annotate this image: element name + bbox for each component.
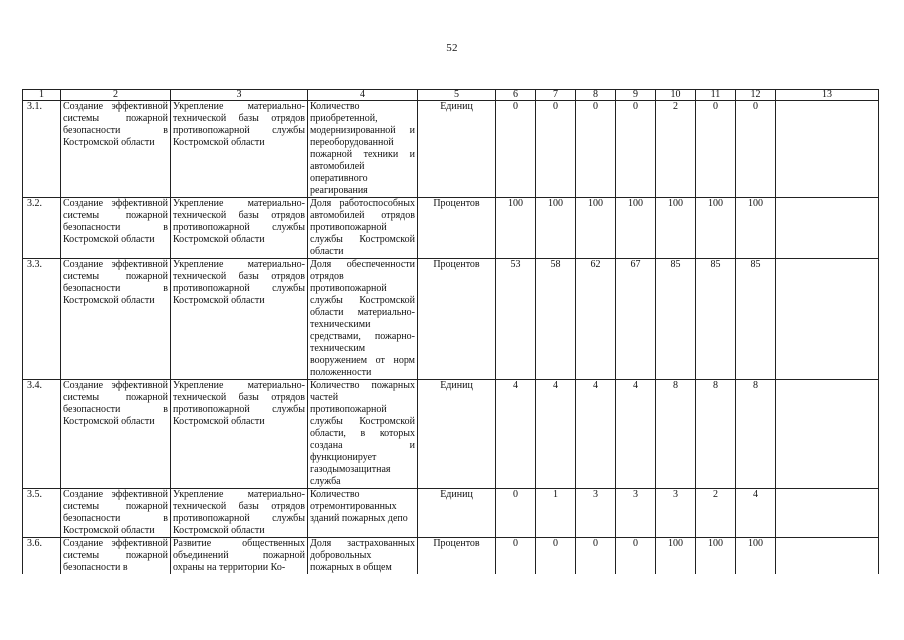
value-cell: 8 [656, 380, 696, 489]
value-cell: 8 [696, 380, 736, 489]
value-cell: 58 [536, 259, 576, 380]
value-cell: 0 [616, 101, 656, 198]
column-header: 8 [576, 90, 616, 101]
task-cell: Укрепление материально-технической базы отрядов противопожарной службы Костромской области [171, 380, 308, 489]
value-cell: 100 [656, 198, 696, 259]
value-cell: 4 [536, 380, 576, 489]
task-cell: Укрепление материально-технической базы отрядов противопожарной службы Костромской области [171, 101, 308, 198]
task-cell [171, 538, 308, 575]
value-cell: 0 [616, 538, 656, 575]
note-cell [776, 101, 879, 198]
value-cell: 85 [656, 259, 696, 380]
row-number: 3.3. [23, 259, 61, 380]
indicator-cell: Количество пожарных частей противопожарной службы Костромской области, в которых создана и функционирует газодымозащитная служба [308, 380, 418, 489]
row-number: 3.1. [23, 101, 61, 198]
value-cell: 4 [616, 380, 656, 489]
value-cell: 2 [656, 101, 696, 198]
value-cell: 100 [616, 198, 656, 259]
goal-cell: Создание эффективной системы пожарной безопасности в Костромской области [61, 489, 171, 538]
row-number: 3.2. [23, 198, 61, 259]
table-row [23, 538, 879, 575]
indicator-text: Доля застрахованных добровольных пожарных в общем [310, 538, 415, 573]
value-cell: 100 [536, 198, 576, 259]
column-header: 12 [736, 90, 776, 101]
value-cell: 0 [496, 538, 536, 575]
table-row [23, 198, 879, 259]
unit-cell: Процентов [418, 538, 496, 575]
note-cell [776, 198, 879, 259]
header-row [23, 90, 879, 101]
value-cell: 0 [576, 538, 616, 575]
column-header: 7 [536, 90, 576, 101]
goal-cell: Создание эффективной системы пожарной безопасности в Костромской области [61, 198, 171, 259]
value-cell: 85 [696, 259, 736, 380]
column-header: 10 [656, 90, 696, 101]
value-cell: 4 [496, 380, 536, 489]
value-cell: 100 [696, 198, 736, 259]
indicator-cell: Количество отремонтированных зданий пожарных депо [308, 489, 418, 538]
row-number: 3.5. [23, 489, 61, 538]
table-row [23, 101, 879, 198]
value-cell: 3 [576, 489, 616, 538]
goal-cell: Создание эффективной системы пожарной безопасности в Костромской области [61, 259, 171, 380]
value-cell: 100 [496, 198, 536, 259]
value-cell: 100 [736, 538, 776, 575]
value-cell: 1 [536, 489, 576, 538]
column-header: 11 [696, 90, 736, 101]
indicators-table [22, 89, 879, 574]
column-header: 4 [308, 90, 418, 101]
table-row [23, 259, 879, 380]
value-cell: 62 [576, 259, 616, 380]
note-cell [776, 259, 879, 380]
column-header: 6 [496, 90, 536, 101]
indicator-cell: Доля работоспособных автомобилей отрядов противопожарной службы Костромской области [308, 198, 418, 259]
row-number: 3.4. [23, 380, 61, 489]
table-header [23, 90, 879, 101]
unit-cell: Процентов [418, 198, 496, 259]
note-cell [776, 489, 879, 538]
unit-cell: Единиц [418, 489, 496, 538]
goal-text: Создание эффективной системы пожарной безопасности в [63, 538, 168, 573]
note-cell [776, 380, 879, 489]
value-cell: 8 [736, 380, 776, 489]
goal-cell: Создание эффективной системы пожарной безопасности в Костромской области [61, 101, 171, 198]
value-cell: 100 [576, 198, 616, 259]
unit-cell: Единиц [418, 380, 496, 489]
unit-cell: Процентов [418, 259, 496, 380]
indicator-cell: Доля обеспеченности отрядов противопожарной службы Костромской области материально-техническими средствами, пожарно-техническим вооружением от норм положенности [308, 259, 418, 380]
task-cell: Укрепление материально-технической базы отрядов противопожарной службы Костромской области [171, 198, 308, 259]
table-row [23, 380, 879, 489]
unit-cell: Единиц [418, 101, 496, 198]
value-cell: 53 [496, 259, 536, 380]
value-cell: 100 [736, 198, 776, 259]
value-cell: 67 [616, 259, 656, 380]
value-cell: 3 [656, 489, 696, 538]
value-cell: 4 [576, 380, 616, 489]
task-cell: Укрепление материально-технической базы отрядов противопожарной службы Костромской области [171, 259, 308, 380]
table-row [23, 489, 879, 538]
value-cell: 0 [496, 101, 536, 198]
value-cell: 0 [496, 489, 536, 538]
value-cell: 2 [696, 489, 736, 538]
goal-cell: Создание эффективной системы пожарной безопасности в Костромской области [61, 380, 171, 489]
column-header: 1 [23, 90, 61, 101]
value-cell: 4 [736, 489, 776, 538]
column-header: 3 [171, 90, 308, 101]
value-cell: 3 [616, 489, 656, 538]
value-cell: 0 [736, 101, 776, 198]
value-cell: 0 [536, 101, 576, 198]
column-header: 5 [418, 90, 496, 101]
row-number: 3.6. [23, 538, 61, 575]
column-header: 2 [61, 90, 171, 101]
indicator-cell: Количество приобретенной, модернизированной и переоборудованной пожарной техники и автомобилей оперативного реагирования [308, 101, 418, 198]
column-header: 9 [616, 90, 656, 101]
indicator-cell [308, 538, 418, 575]
value-cell: 0 [536, 538, 576, 575]
value-cell: 85 [736, 259, 776, 380]
task-cell: Укрепление материально-технической базы отрядов противопожарной службы Костромской области [171, 489, 308, 538]
value-cell: 100 [696, 538, 736, 575]
value-cell: 0 [576, 101, 616, 198]
value-cell: 100 [656, 538, 696, 575]
value-cell: 0 [696, 101, 736, 198]
goal-cell [61, 538, 171, 575]
note-cell [776, 538, 879, 575]
page-number: 52 [446, 42, 458, 54]
column-header: 13 [776, 90, 879, 101]
task-text: Развитие общественных объединений пожарной охраны на территории Ко- [173, 538, 305, 573]
